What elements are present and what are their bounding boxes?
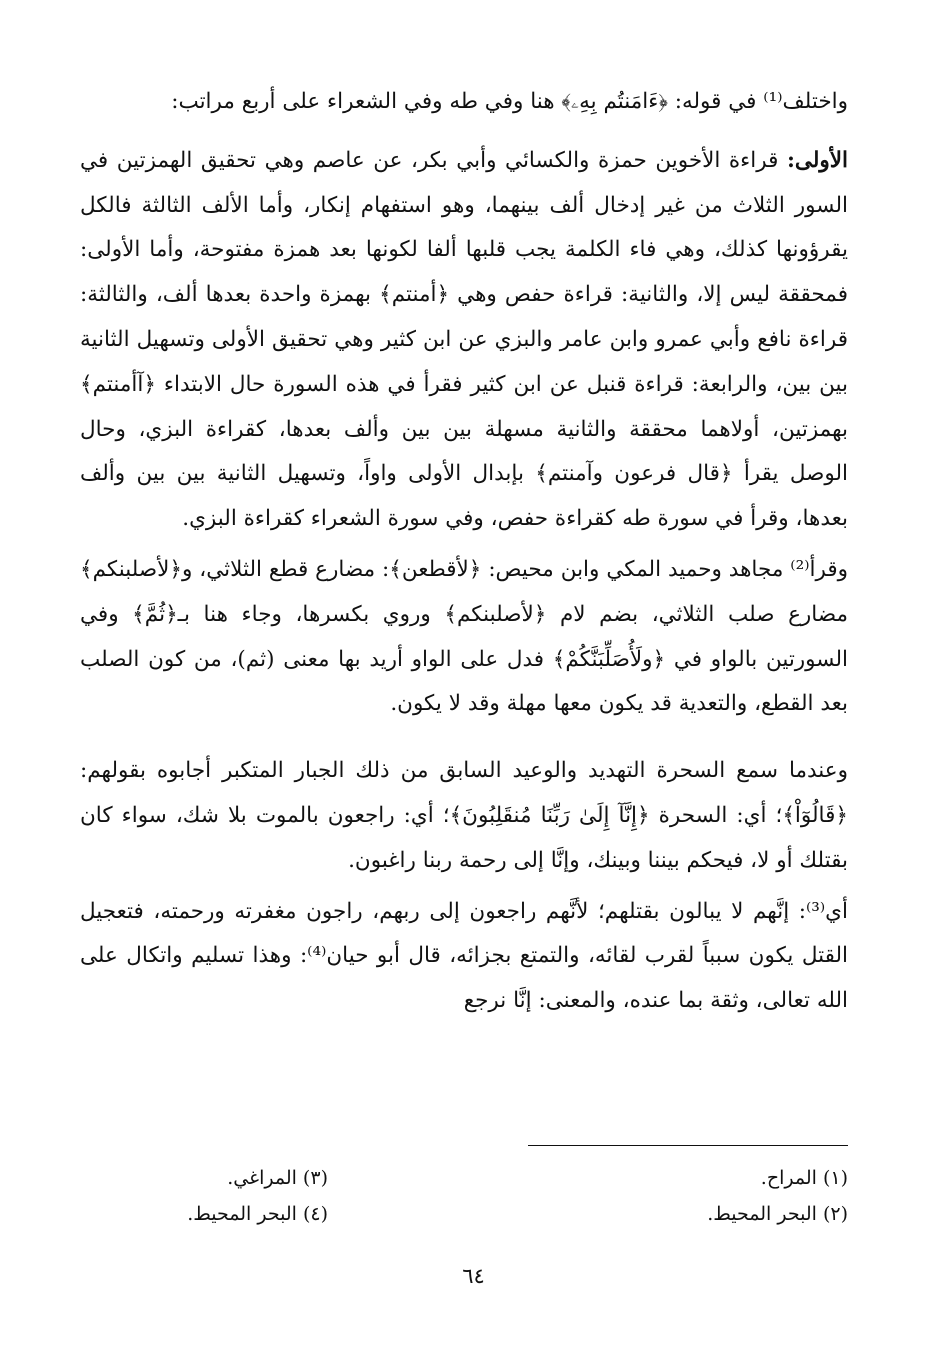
paragraph-4: وعندما سمع السحرة التهديد والوعيد السابق من ذلك الجبار المتكبر أجابوه بقولهم: ﴿قَالُوٓاْ﴾؛ أي: السحرة ﴿إِنَّآ إِلَىٰ رَبِّنَا مُنقَلِبُونَ﴾؛ أي: راجعون بالموت بلا شك، سواء كان بقتلك أو لا، فيحكم بيننا وبينك، وإنَّا إلى رحمة ربنا راغبون. [80, 758, 848, 873]
footnote-4: (٤) البحر المحيط. [187, 1203, 328, 1225]
paragraph-2 [80, 139, 848, 542]
paragraph-5: أي⁽³⁾: إنَّهم لا يبالون بقتلهم؛ لأنَّهم راجعون إلى ربهم، راجون مغفرته ورحمته، فتعجيل القتل يكون سبباً لقرب لقائه، والتمتع بجزائه، قال أبو حيان⁽⁴⁾: وهذا تسليم واتكال على الله تعالى، وثقة بما عنده، والمعنى: إنَّا نرجع [80, 898, 848, 1014]
page-number: ٦٤ [462, 1264, 485, 1288]
paragraph-2-text: قراءة الأخوين حمزة والكسائي وأبي بكر، عن عاصم وهي تحقيق الهمزتين في السور الثلاث من غير إدخال ألف بينهما، وهو استفهام إنكار، وأما الألف الثالثة فالكل يقرؤونها كذلك، وهي فاء الكلمة يجب قلبها ألفا لكونها بعد همزة مفتوحة، وأما الأولى: فمحققة ليس إلا، والثانية: قراءة حفص وهي ﴿أمنتم﴾ بهمزة واحدة بعدها ألف، والثالثة: قراءة نافع وأبي عمرو وابن عامر والبزي عن ابن كثير وهي تحقيق الأولى وتسهيل الثانية بين بين، والرابعة: قراءة قنبل عن ابن كثير فقرأ في هذه السورة حال الابتداء ﴿آأمنتم﴾ بهمزتين، أولاهما محققة والثانية مسهلة بين بين وألف بعدها، كقراءة البزي، وحال الوصل يقرأ ﴿قال فرعون وآمنتم﴾ بإبدال الأولى واواً، وتسهيل الثانية بين بين وألف بعدها، وقرأ في سورة طه كقراءة حفص، وفي سورة الشعراء كقراءة البزي. [80, 147, 848, 532]
paragraph-2-lead: الأولى: [786, 147, 848, 173]
footnote-2: (٢) البحر المحيط. [707, 1203, 848, 1225]
footnote-3: (٣) المراغي. [227, 1167, 328, 1189]
footnotes [80, 1160, 848, 1232]
main-text [80, 80, 848, 1024]
footnote-divider [528, 1145, 848, 1146]
paragraph-3: وقرأ⁽²⁾ مجاهد وحميد المكي وابن محيص: ﴿لأقطعن﴾: مضارع قطع الثلاثي، و﴿لأصلبنكم﴾ مضارع صلب الثلاثي، بضم لام ﴿لأصلبنكم﴾ وروي بكسرها، وجاء هنا بـ﴿ثُمَّ﴾ وفي السورتين بالواو في ﴿ولَأُصَلِّبَنَّكُمْ﴾ فدل على الواو أريد بها معنى (ثم)، من كون الصلب بعد القطع، والتعدية قد يكون معها مهلة وقد لا يكون. [80, 556, 848, 717]
footnote-1: (١) المراح. [760, 1167, 848, 1189]
paragraph-1: واختلف⁽¹⁾ في قوله: ﴿ءَامَنتُم بِهِۦ﴾ هنا وفي طه وفي الشعراء على أربع مراتب: [171, 89, 848, 114]
